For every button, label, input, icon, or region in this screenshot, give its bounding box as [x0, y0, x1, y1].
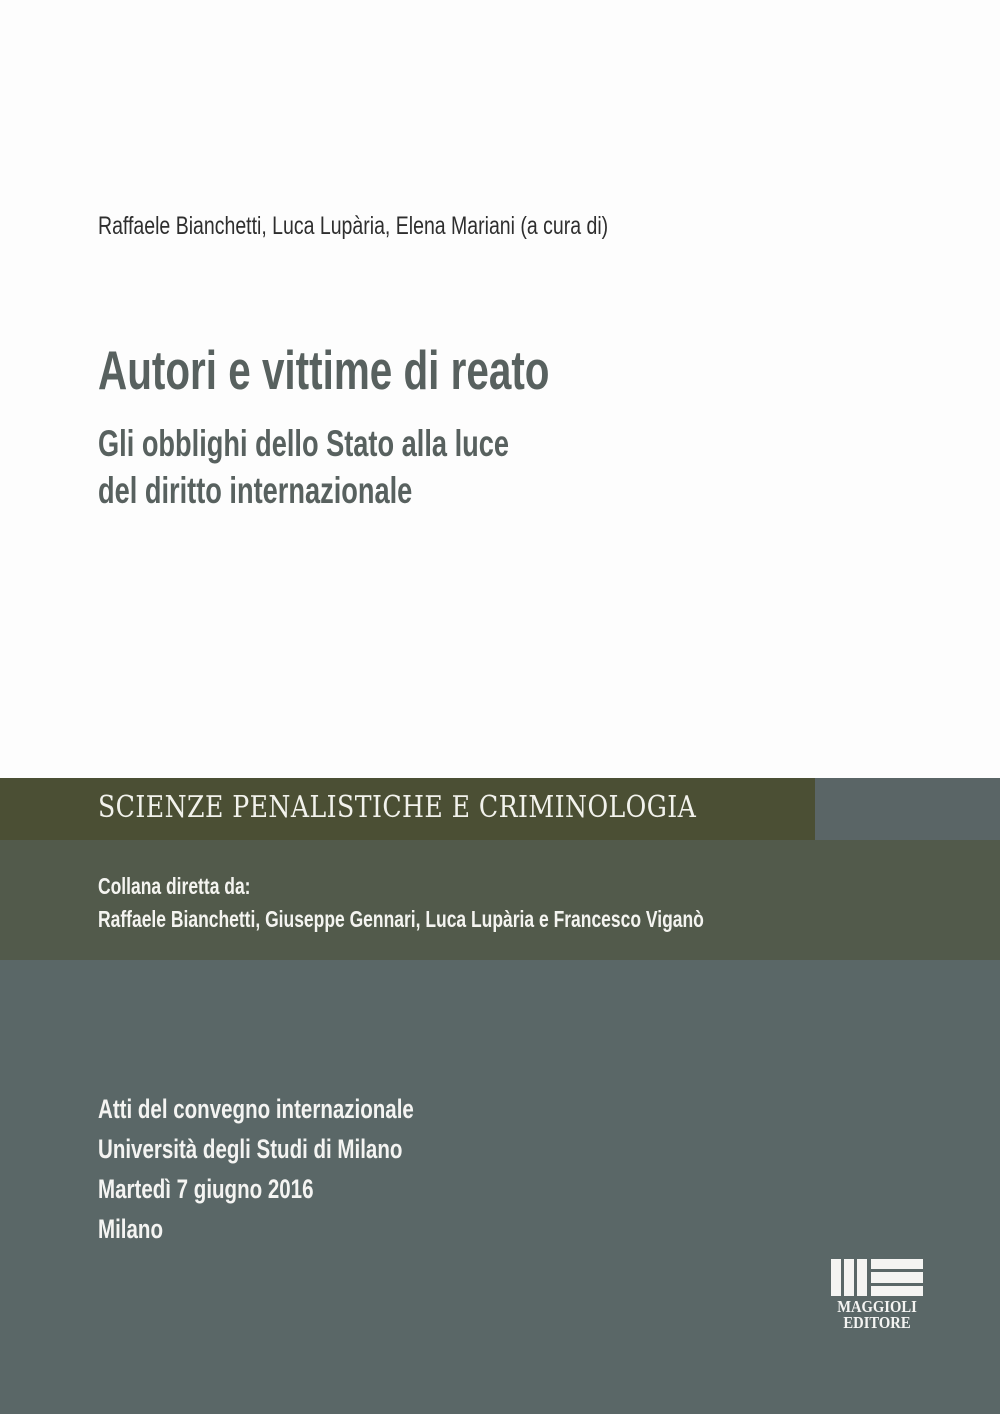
publisher-name-line1: MAGGIOLI	[837, 1297, 917, 1316]
directed-by-label: Collana diretta da:	[98, 873, 251, 899]
directors-names: Raffaele Bianchetti, Giuseppe Gennari, Luca Lupària e Francesco Viganò	[98, 906, 704, 932]
book-title: Autori e vittime di reato	[98, 339, 550, 401]
conference-line: Martedì 7 giugno 2016	[98, 1174, 314, 1204]
series-name: SCIENZE PENALISTICHE E CRIMINOLOGIA	[98, 790, 697, 825]
subtitle-line: Gli obblighi dello Stato alla luce	[98, 423, 510, 464]
publisher-name	[835, 1299, 919, 1331]
publisher-logo	[828, 1259, 926, 1343]
conference-line: Atti del convegno internazionale	[98, 1094, 414, 1124]
conference-info	[98, 1089, 414, 1249]
conference-line: Milano	[98, 1214, 163, 1244]
series-directors	[98, 870, 704, 936]
book-subtitle	[98, 420, 509, 514]
conference-line: Università degli Studi di Milano	[98, 1134, 403, 1164]
publisher-name-line2: EDITORE	[843, 1313, 911, 1332]
editors-line: Raffaele Bianchetti, Luca Lupària, Elena Mariani (a cura di)	[98, 212, 609, 240]
subtitle-line: del diritto internazionale	[98, 470, 413, 511]
